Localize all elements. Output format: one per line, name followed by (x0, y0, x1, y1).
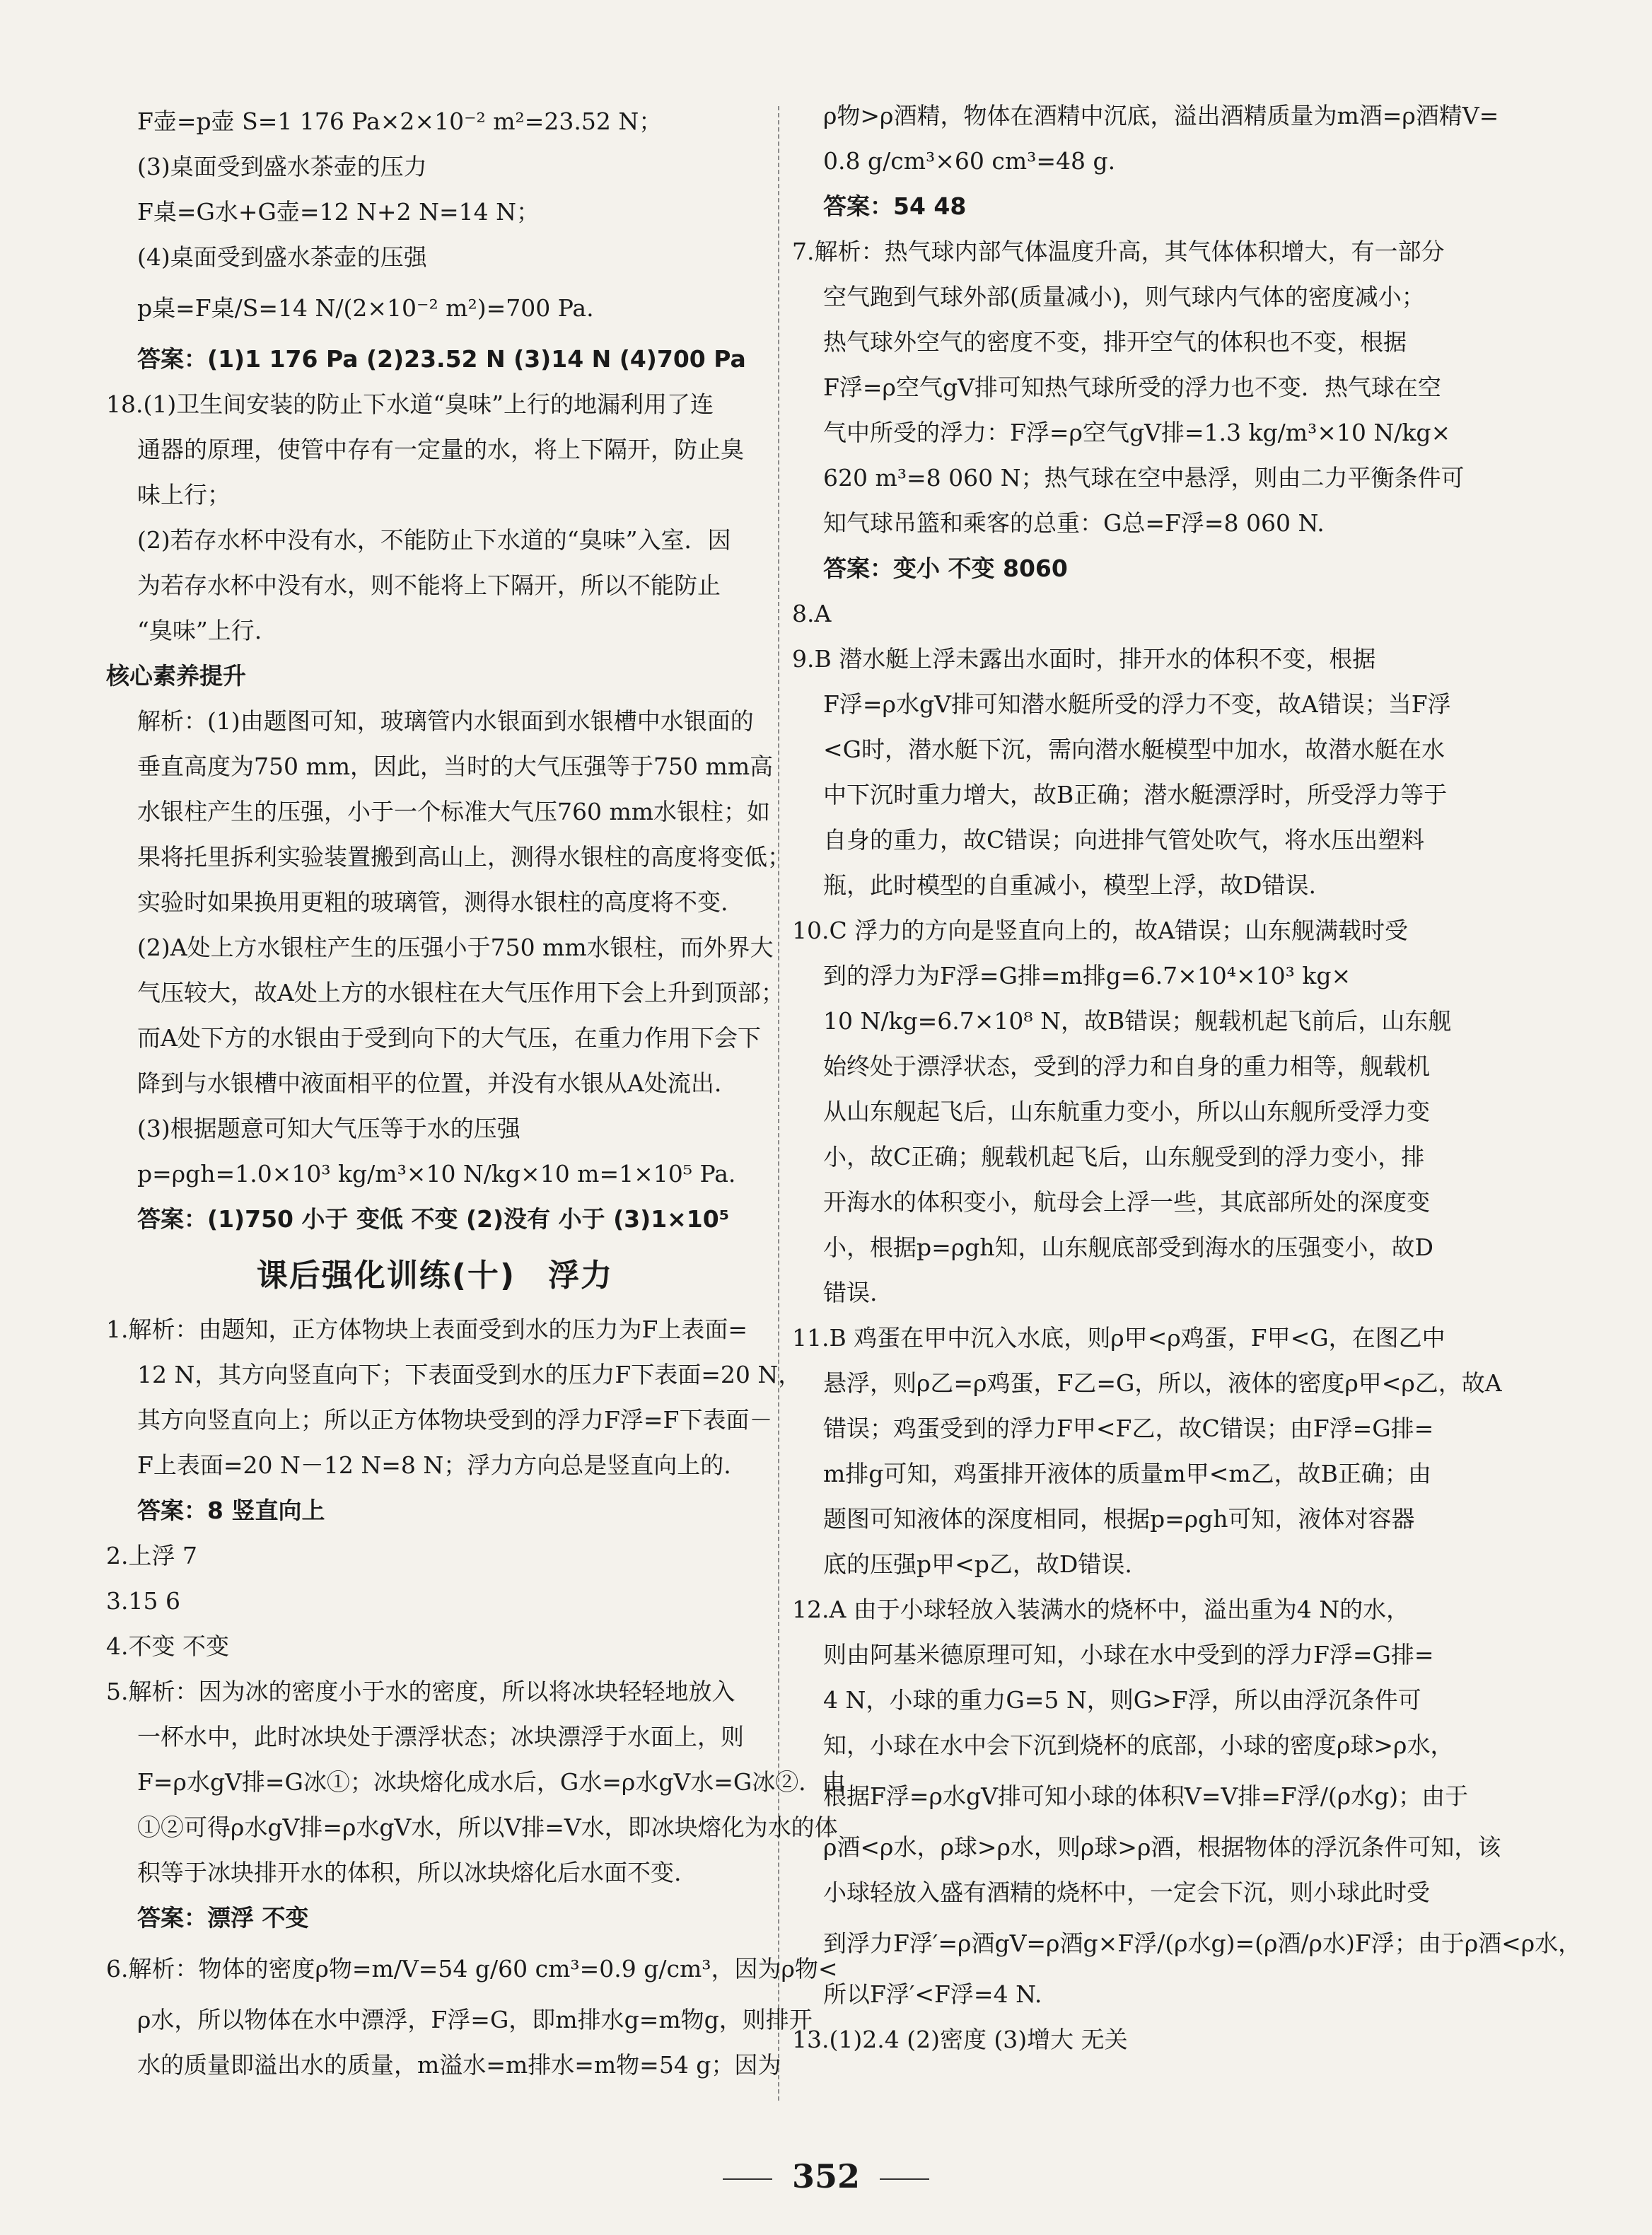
question-9-line: 瓶，此时模型的自重减小，模型上浮，故D错误. (823, 871, 1316, 899)
answer-line: 答案：(1)750 小于 变低 不变 (2)没有 小于 (3)1×10⁵ (137, 1205, 730, 1233)
question-18-line: 18.(1)卫生间安装的防止下水道“臭味”上行的地漏利用了连 (106, 390, 714, 418)
formula-line: p桌=F桌/S=14 N/(2×10⁻² m²)=700 Pa. (137, 294, 594, 322)
question-10-line: 错误. (823, 1279, 878, 1306)
question-10-line: 小，根据p=ρgh知，山东舰底部受到海水的压强变小，故D (823, 1233, 1434, 1261)
question-6-line: 6.解析：物体的密度ρ物=m/V=54 g/60 cm³=0.9 g/cm³，因为ρ物< (106, 1955, 838, 1983)
core-line: 垂直高度为750 mm，因此，当时的大气压强等于750 mm高 (137, 753, 774, 780)
core-line: 实验时如果换用更粗的玻璃管，测得水银柱的高度将不变. (137, 888, 728, 916)
page-number (0, 2157, 1652, 2195)
question-9-line: 自身的重力，故C错误；向进排气管处吹气，将水压出塑料 (823, 826, 1425, 854)
short-answer: 4.不变 不变 (106, 1632, 229, 1660)
short-answer: 2.上浮 7 (106, 1542, 197, 1569)
question-7-line: 620 m³=8 060 N；热气球在空中悬浮，则由二力平衡条件可 (823, 464, 1465, 492)
question-12-line: ρ酒<ρ水，ρ球>ρ水，则ρ球>ρ酒，根据物体的浮沉条件可知，该 (823, 1833, 1501, 1861)
answer-line: 答案：8 竖直向上 (137, 1497, 325, 1524)
page-number-value: 352 (791, 2157, 861, 2195)
short-answer: 3.15 6 (106, 1587, 180, 1615)
question-12-line: 到浮力F浮′=ρ酒gV=ρ酒g×F浮/(ρ水g)=(ρ酒/ρ水)F浮；由于ρ酒<ρ水， (823, 1929, 1582, 1957)
question-18-line: 通器的原理，使管中存有一定量的水，将上下隔开，防止臭 (137, 436, 744, 463)
question-1-line: 1.解析：由题知，正方体物块上表面受到水的压力为F上表面= (106, 1316, 748, 1343)
text-line: (3)桌面受到盛水茶壶的压力 (137, 153, 427, 180)
question-7-line: 知气球吊篮和乘客的总重：G总=F浮=8 060 N. (823, 509, 1325, 537)
question-11-line: 底的压强p甲<p乙，故D错误. (823, 1550, 1132, 1578)
question-10-line: 到的浮力为F浮=G排=m排g=6.7×10⁴×10³ kg× (823, 962, 1351, 989)
answer-line: 答案：(1)1 176 Pa (2)23.52 N (3)14 N (4)700 Pa (137, 345, 746, 373)
question-6-line: 水的质量即溢出水的质量，m溢水=m排水=m物=54 g；因为 (137, 2051, 781, 2079)
question-6-line: 0.8 g/cm³×60 cm³=48 g. (823, 147, 1116, 175)
text-line: F桌=G水+G壶=12 N+2 N=14 N； (137, 198, 540, 226)
question-7-line: 气中所受的浮力：F浮=ρ空气gV排=1.3 kg/m³×10 N/kg× (823, 419, 1451, 446)
core-line: 解析：(1)由题图可知，玻璃管内水银面到水银槽中水银面的 (137, 707, 754, 735)
core-line: 而A处下方的水银由于受到向下的大气压，在重力作用下会下 (137, 1024, 761, 1052)
text-line: (4)桌面受到盛水茶壶的压强 (137, 243, 427, 271)
question-12-line: 根据F浮=ρ水gV排可知小球的体积V=V排=F浮/(ρ水g)；由于 (823, 1782, 1469, 1810)
question-5-line: F=ρ水gV排=G冰①；冰块熔化成水后，G水=ρ水gV水=G冰②．由 (137, 1768, 846, 1796)
text-line: F壶=p壶 S=1 176 Pa×2×10⁻² m²=23.52 N； (137, 108, 663, 135)
question-18-line: “臭味”上行. (137, 617, 262, 644)
question-11-line: 错误；鸡蛋受到的浮力F甲<F乙，故C错误；由F浮=G排= (823, 1415, 1434, 1442)
core-heading: 核心素养提升 (106, 662, 246, 690)
core-line: 水银柱产生的压强，小于一个标准大气压760 mm水银柱；如 (137, 798, 771, 825)
core-line: 降到与水银槽中液面相平的位置，并没有水银从A处流出. (137, 1069, 722, 1097)
core-line: 气压较大，故A处上方的水银柱在大气压作用下会上升到顶部； (137, 979, 784, 1006)
question-1-line: 12 N，其方向竖直向下；下表面受到水的压力F下表面=20 N， (137, 1361, 802, 1388)
question-1-line: F上表面=20 N－12 N=8 N；浮力方向总是竖直向上的. (137, 1451, 731, 1479)
answer-line: 答案：变小 不变 8060 (823, 555, 1068, 582)
question-5-line: 5.解析：因为冰的密度小于水的密度，所以将冰块轻轻地放入 (106, 1678, 735, 1705)
question-7-line: F浮=ρ空气gV排可知热气球所受的浮力也不变．热气球在空 (823, 373, 1441, 401)
question-10-line: 开海水的体积变小，航母会上浮一些，其底部所处的深度变 (823, 1188, 1430, 1216)
answer-line: 答案：54 48 (823, 192, 967, 220)
question-10-line: 始终处于漂浮状态，受到的浮力和自身的重力相等，舰载机 (823, 1052, 1430, 1080)
question-18-line: 为若存水杯中没有水，则不能将上下隔开，所以不能防止 (137, 571, 721, 599)
question-13-line: 13.(1)2.4 (2)密度 (3)增大 无关 (792, 2026, 1128, 2053)
question-10-line: 10 N/kg=6.7×10⁸ N，故B错误；舰载机起飞前后，山东舰 (823, 1007, 1452, 1035)
question-12-line: 12.A 由于小球轻放入装满水的烧杯中，溢出重为4 N的水， (792, 1596, 1410, 1623)
page-number-dash-left (723, 2178, 772, 2180)
question-11-line: 题图可知液体的深度相同，根据p=ρgh可知，液体对容器 (823, 1505, 1415, 1533)
question-9-line: 9.B 潜水艇上浮未露出水面时，排开水的体积不变，根据 (792, 645, 1376, 673)
question-10-line: 小，故C正确；舰载机起飞后，山东舰受到的浮力变小，排 (823, 1143, 1425, 1171)
question-18-line: 味上行； (137, 481, 231, 509)
question-6-line: ρ物>ρ酒精，物体在酒精中沉底，溢出酒精质量为m酒=ρ酒精V= (823, 102, 1499, 129)
answer-line: 答案：漂浮 不变 (137, 1904, 309, 1932)
question-11-line: 11.B 鸡蛋在甲中沉入水底，则ρ甲<ρ鸡蛋，F甲<G，在图乙中 (792, 1324, 1446, 1352)
question-7-line: 空气跑到气球外部(质量减小)，则气球内气体的密度减小； (823, 283, 1425, 310)
section-title: 课后强化训练(十) 浮力 (256, 1258, 614, 1294)
question-8-line: 8.A (792, 600, 832, 627)
question-10-line: 从山东舰起飞后，山东航重力变小，所以山东舰所受浮力变 (823, 1098, 1430, 1125)
question-5-line: 一杯水中，此时冰块处于漂浮状态；冰块漂浮于水面上，则 (137, 1723, 744, 1751)
question-9-line: <G时，潜水艇下沉，需向潜水艇模型中加水，故潜水艇在水 (823, 736, 1446, 763)
question-12-line: 则由阿基米德原理可知，小球在水中受到的浮力F浮=G排= (823, 1641, 1434, 1668)
question-12-line: 知，小球在水中会下沉到烧杯的底部，小球的密度ρ球>ρ水， (823, 1731, 1454, 1759)
core-line: p=ρgh=1.0×10³ kg/m³×10 N/kg×10 m=1×10⁵ Pa. (137, 1160, 736, 1188)
question-10-line: 10.C 浮力的方向是竖直向上的，故A错误；山东舰满载时受 (792, 917, 1409, 944)
question-5-line: 积等于冰块排开水的体积，所以冰块熔化后水面不变. (137, 1859, 682, 1886)
question-12-line: 所以F浮′<F浮=4 N. (823, 1980, 1042, 2008)
question-18-line: (2)若存水杯中没有水，不能防止下水道的“臭味”入室．因 (137, 526, 731, 554)
question-7-line: 7.解析：热气球内部气体温度升高，其气体体积增大，有一部分 (792, 238, 1445, 265)
question-11-line: 悬浮，则ρ乙=ρ鸡蛋，F乙=G，所以，液体的密度ρ甲<ρ乙，故A (823, 1369, 1502, 1397)
question-1-line: 其方向竖直向上；所以正方体物块受到的浮力F浮=F下表面－ (137, 1406, 773, 1434)
question-6-line: ρ水，所以物体在水中漂浮，F浮=G，即m排水g=m物g，则排开 (137, 2006, 813, 2033)
right-column (792, 93, 1582, 2062)
page-number-dash-right (880, 2178, 929, 2180)
question-5-line: ①②可得ρ水gV排=ρ水gV水，所以V排=V水，即冰块熔化为水的体 (137, 1813, 838, 1841)
question-12-line: 小球轻放入盛有酒精的烧杯中，一定会下沉，则小球此时受 (823, 1879, 1430, 1906)
question-9-line: F浮=ρ水gV排可知潜水艇所受的浮力不变，故A错误；当F浮 (823, 690, 1451, 718)
question-7-line: 热气球外空气的密度不变，排开空气的体积也不变，根据 (823, 328, 1407, 356)
question-12-line: 4 N，小球的重力G=5 N，则G>F浮，所以由浮沉条件可 (823, 1686, 1421, 1714)
core-line: 果将托里拆利实验装置搬到高山上，测得水银柱的高度将变低； (137, 843, 791, 871)
core-line: (3)根据题意可知大气压等于水的压强 (137, 1115, 520, 1142)
core-line: (2)A处上方水银柱产生的压强小于750 mm水银柱，而外界大 (137, 934, 774, 961)
question-11-line: m排g可知，鸡蛋排开液体的质量m甲<m乙，故B正确；由 (823, 1460, 1431, 1487)
question-9-line: 中下沉时重力增大，故B正确；潜水艇漂浮时，所受浮力等于 (823, 781, 1448, 808)
